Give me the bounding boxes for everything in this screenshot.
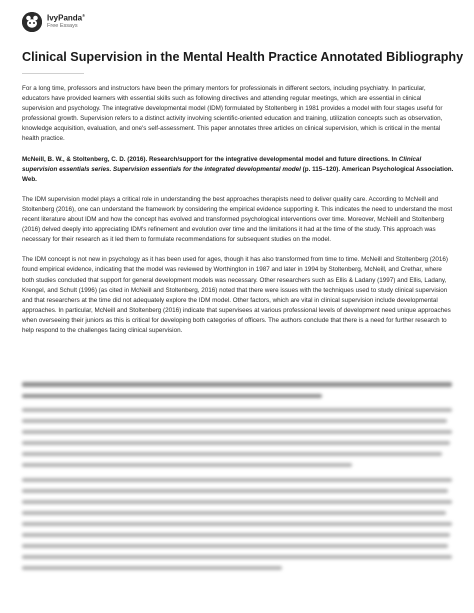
intro-paragraph: For a long time, professors and instructors have been the primary mentors for professionals in different sectors, including psychiatry. In particular, educators have provided learners with essential skills such as following directives and attending regular meetings, which are essential in clinical supervision and psychology. The integrative developmental model (IDM) formulated by Stoltenberg in 1981 provides a model with four stages useful for professional growth. Supervision refers to a distinct activity involving scientific-oriented education and training, utilization concepts such as observation, knowledge acquisition, evaluation, and one's self-assessment. This paper annotates three articles on clinical supervision, which is critical in the mental health practice. [22, 85, 443, 143]
brand-name: IvyPanda [47, 14, 83, 24]
brand-registered-mark: ® [82, 13, 86, 19]
citation-1 [22, 155, 454, 185]
blurred-paragraph-1 [22, 408, 452, 474]
document-body [22, 84, 454, 346]
title-divider [22, 73, 84, 74]
brand-header [22, 12, 85, 32]
ivypanda-logo-icon [22, 12, 42, 32]
blurred-paragraph-2 [22, 478, 452, 577]
citation-1-part-c: (p. 115–120). American Psychological Association. Web. [22, 165, 454, 183]
blurred-citation-2 [22, 382, 452, 405]
citation-1-part-a: McNeill, B. W., & Stoltenberg, C. D. (2016). Research/support for the integrative developmental model and future directions. In [22, 155, 399, 163]
annotation-paragraph-1: The IDM supervision model plays a critical role in understanding the best approaches therapists need to deliver quality care. According to McNeill and Stoltenberg (2016), one can understand the framework by considering the empirical evidence supporting it. This indicates the need to understand the most recent literature about IDM and how the concept has evolved and transformed psychological interventions over time. Moreover, McNeill and Stoltenberg (2016) delved deeply into appreciating IDM's refinement and evolution over time and the limitations it had at the time of the study. This approach was necessary for their research as it led them to formulate recommendations for subsequent studies on the model. [22, 195, 453, 244]
brand-tagline: Free Essays [47, 23, 78, 30]
document-title: Clinical Supervision in the Mental Health Practice Annotated Bibliography [22, 50, 464, 64]
citation-1-italic: Clinical supervision essentials series. Supervision essentials for the integrated developmental model [22, 155, 422, 173]
annotation-paragraph-2: The IDM concept is not new in psychology as it has been used for ages, though it has also transformed from time to time. McNeill and Stoltenberg (2016) found empirical evidence, indicating that the model was reviewed by Worthington in 1987 and later in 1994 by Stoltenberg, McNeill, and Crethar, where both studies concluded that support for general development models was necessary. Other researchers such as Ellis & Ladany (1997) and Ellis, Ladany, Krengel, and Schult (1996) (as cited in McNeill and Stoltenberg, 2016) noted that there were issues with the techniques used to study clinical supervision and that researchers at the time did not adequately explore the IDM model. Other factors, which are vital in clinical supervision include developmental approaches. In particular, McNeill and Stoltenberg (2016) indicate that supervisees at various professional levels of development need unique approaches when overseeing their juniors as this is critical for developing both categories of officers. The authors conclude that there is a need for further research to help respond to the challenges facing clinical supervision. [22, 256, 451, 334]
